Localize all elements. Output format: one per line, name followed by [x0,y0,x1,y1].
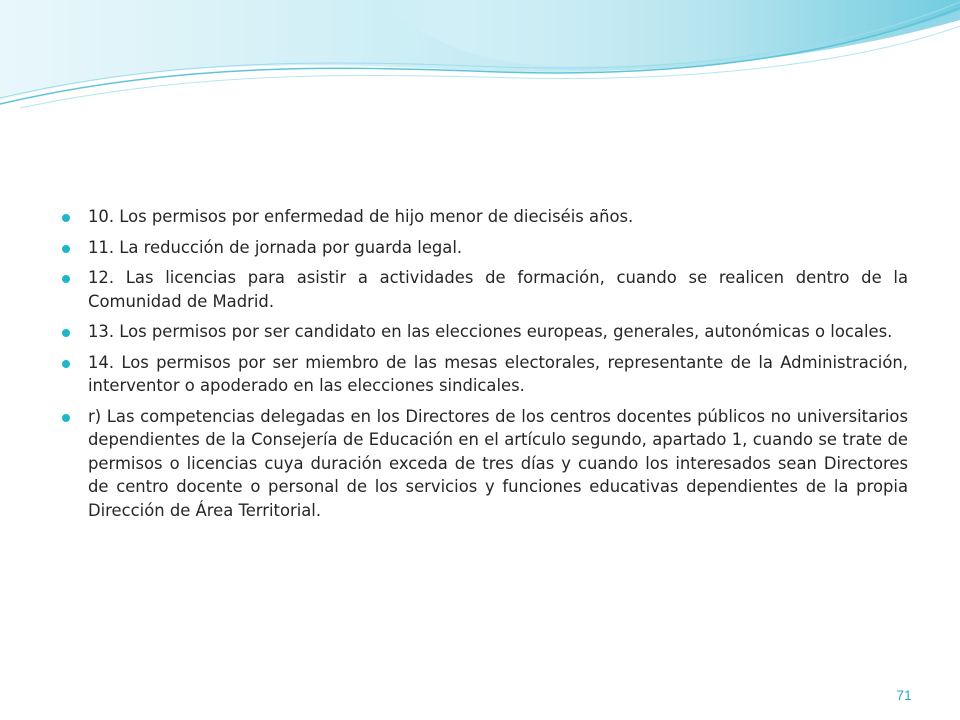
list-item-text: r) Las competencias delegadas en los Directores de los centros docentes públicos no universitarios dependientes de la Consejería de Educación en el artículo segundo, apartado 1, cuando se trate de permisos o licencias cuya duración exceda de tres días y cuando los interesados sean Directores de centro docente o personal de los servicios y funciones educativas dependientes de la propia Dirección de Área Territorial. [88,406,908,520]
list-item [62,205,908,229]
list-item [62,320,908,344]
list-item [62,266,908,313]
list-item-text: 14. Los permisos por ser miembro de las mesas electorales, representante de la Administración, interventor o apoderado en las elecciones sindicales. [88,352,908,395]
bullet-dot-icon [62,329,70,337]
bullet-dot-icon [62,245,70,253]
list-item [62,236,908,260]
list-item-text: 11. La reducción de jornada por guarda legal. [88,237,463,257]
bullet-dot-icon [62,275,70,283]
bullet-dot-icon [62,360,70,368]
list-item-text: 10. Los permisos por enfermedad de hijo menor de dieciséis años. [88,207,634,226]
list-item-text: 12. Las licencias para asistir a actividades de formación, cuando se realicen dentro de la Comunidad de Madrid. [88,268,908,311]
list-item-text: 13. Los permisos por ser candidato en las elecciones europeas, generales, autonómicas o locales. [88,322,893,341]
list-item [62,405,908,523]
list-item [62,351,908,398]
bullet-list [62,205,908,529]
header-wave-decoration [0,0,960,120]
page-number: 71 [896,687,912,703]
bullet-dot-icon [62,414,70,422]
bullet-dot-icon [62,214,70,222]
